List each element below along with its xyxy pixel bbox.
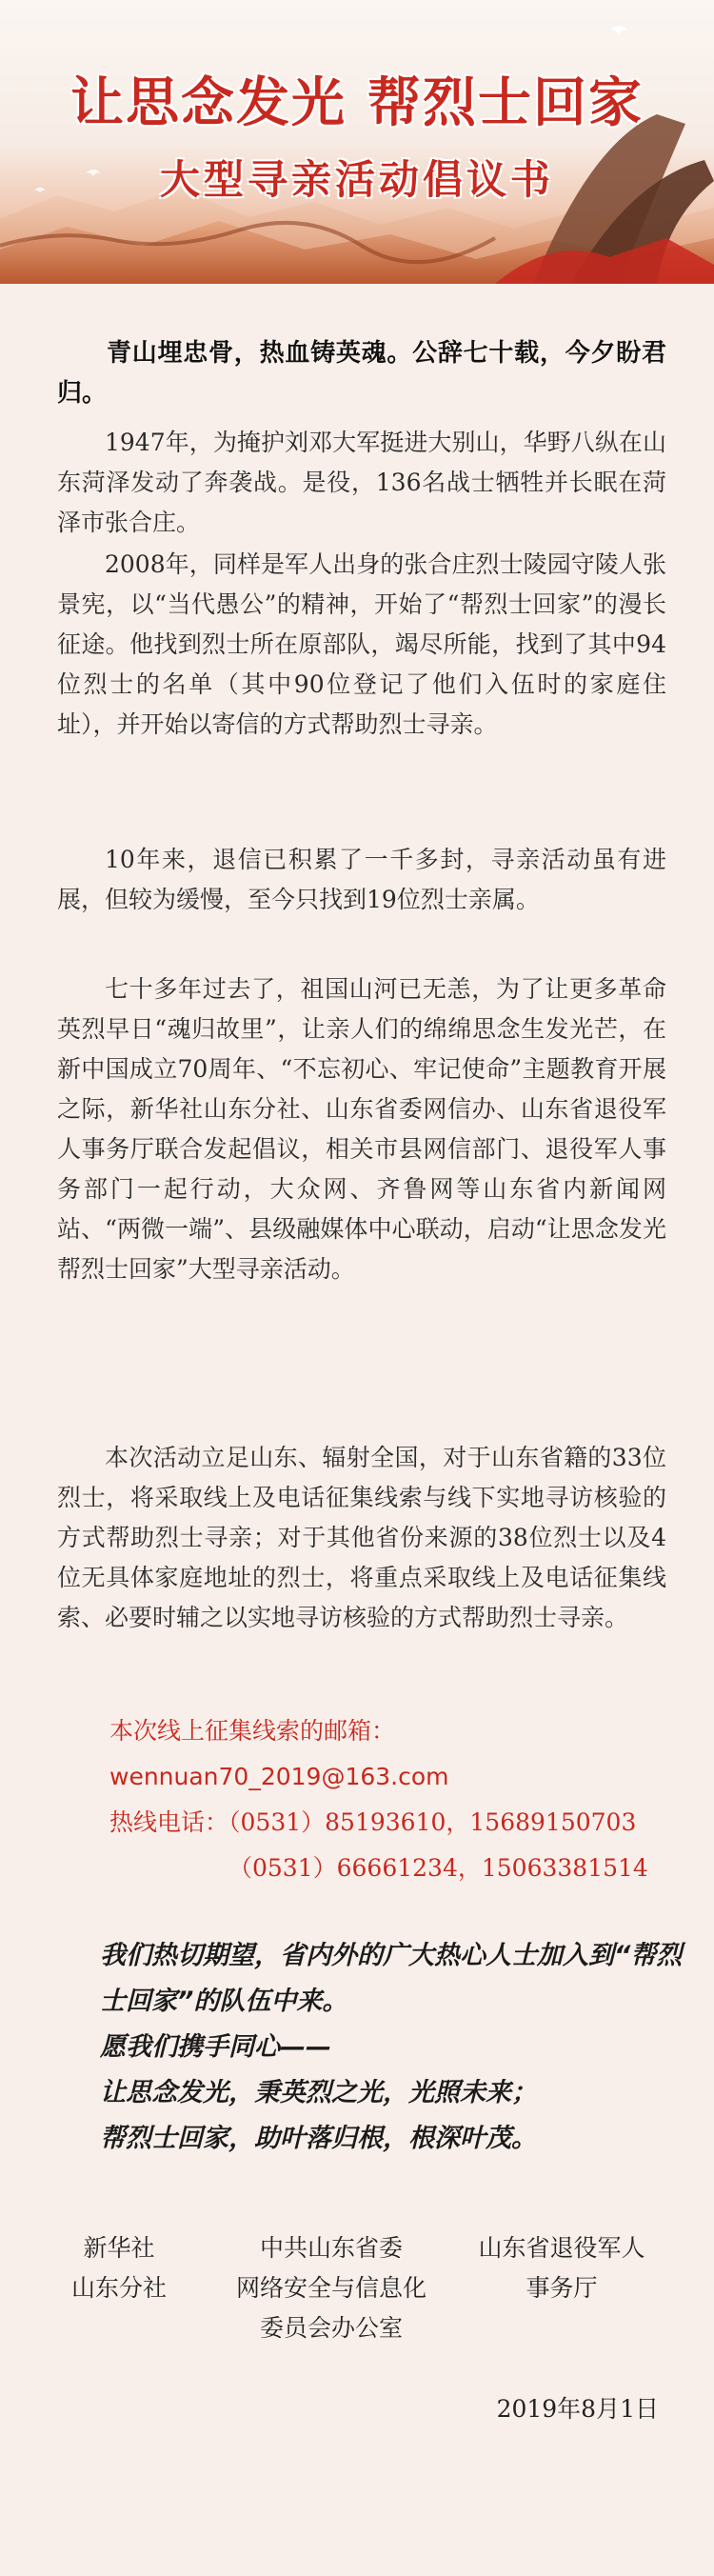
signatory-line: 山东分社 xyxy=(70,2274,167,2302)
paragraph-5: 本次活动立足山东、辐射全国，对于山东省籍的33位烈士，将采取线上及电话征集线索与线下实地寻访核验的方式帮助烈士寻亲；对于其他省份来源的38位烈士以及4位无具体家庭地址的烈士，将重点采取线上及电话征集线索、必要时辅之以实地寻访核验的方式帮助烈士寻亲。 xyxy=(57,1444,666,1631)
banner-title xyxy=(0,61,714,137)
closing-line-2: 愿我们携手同心—— xyxy=(100,2032,331,2062)
paragraph-2: 2008年，同样是军人出身的张合庄烈士陵园守陵人张景宪，以“当代愚公”的精神，开始了“帮烈士回家”的漫长征途。他找到烈士所在原部队，竭尽所能，找到了其中94位烈士的名单（其中90位登记了他们入伍时的家庭住址），并开始以寄信的方式帮助烈士寻亲。 xyxy=(57,550,666,738)
signatory-line: 中共山东省委 xyxy=(259,2234,403,2262)
signatory-xinhua xyxy=(38,2228,200,2308)
banner-title-part2: 帮烈士回家 xyxy=(367,72,644,134)
banner-subtitle: 大型寻亲活动倡议书 xyxy=(159,156,554,203)
signatory-line: 网络安全与信息化 xyxy=(235,2274,426,2302)
great-wall-illustration xyxy=(0,0,714,284)
lead-paragraph: 青山埋忠骨，热血铸英魂。公辞七十载，今夕盼君归。 xyxy=(57,339,666,408)
hotline-number-1[interactable]: （0531）85193610，15689150703 xyxy=(228,1808,637,1836)
signatory-line: 山东省退役军人 xyxy=(478,2234,645,2262)
banner-title-part1: 让思念发光 xyxy=(70,72,347,134)
hotline-row-1 xyxy=(109,1804,636,1842)
signatory-line: 事务厅 xyxy=(526,2274,598,2302)
signatory-veterans-dept xyxy=(452,2228,671,2308)
email-label: 本次线上征集线索的邮箱： xyxy=(109,1717,396,1745)
signatory-cac-office xyxy=(208,2228,455,2348)
paragraph-3: 10年来，退信已积累了一千多封，寻亲活动虽有进展，但较为缓慢，至今只找到19位烈士亲属。 xyxy=(57,846,666,913)
header-banner xyxy=(0,0,714,284)
signatory-line: 委员会办公室 xyxy=(259,2314,403,2342)
hotline-label: 热线电话： xyxy=(109,1808,229,1836)
signatory-line: 新华社 xyxy=(83,2234,155,2262)
paragraph-4: 七十多年过去了，祖国山河已无恙，为了让更多革命英烈早日“魂归故里”，让亲人们的绵绵思念生发光芒，在新中国成立70周年、“不忘初心、牢记使命”主题教育开展之际，新华社山东分社、山东省委网信办、山东省退役军人事务厅联合发起倡议，相关市县网信部门、退役军人事务部门一起行动，大众网、齐鲁网等山东省内新闻网站、“两微一端”、县级融媒体中心联动，启动“让思念发光 帮烈士回家”大型寻亲活动。 xyxy=(57,975,666,1283)
closing-line-3: 让思念发光，秉英烈之光，光照未来； xyxy=(100,2078,537,2107)
issue-date: 2019年8月1日 xyxy=(496,2395,659,2423)
email-address[interactable]: wennuan70_2019@163.com xyxy=(109,1763,449,1790)
closing-appeal: 我们热切期望，省内外的广大热心人士加入到“帮烈士回家”的队伍中来。 xyxy=(100,1941,683,2016)
hotline-number-2[interactable]: （0531）66661234，15063381514 xyxy=(228,1854,648,1882)
closing-line-4: 帮烈士回家，助叶落归根，根深叶茂。 xyxy=(100,2124,537,2153)
paragraph-1: 1947年，为掩护刘邓大军挺进大别山，华野八纵在山东菏泽发动了奔袭战。是役，136名战士牺牲并长眠在菏泽市张合庄。 xyxy=(57,429,666,536)
